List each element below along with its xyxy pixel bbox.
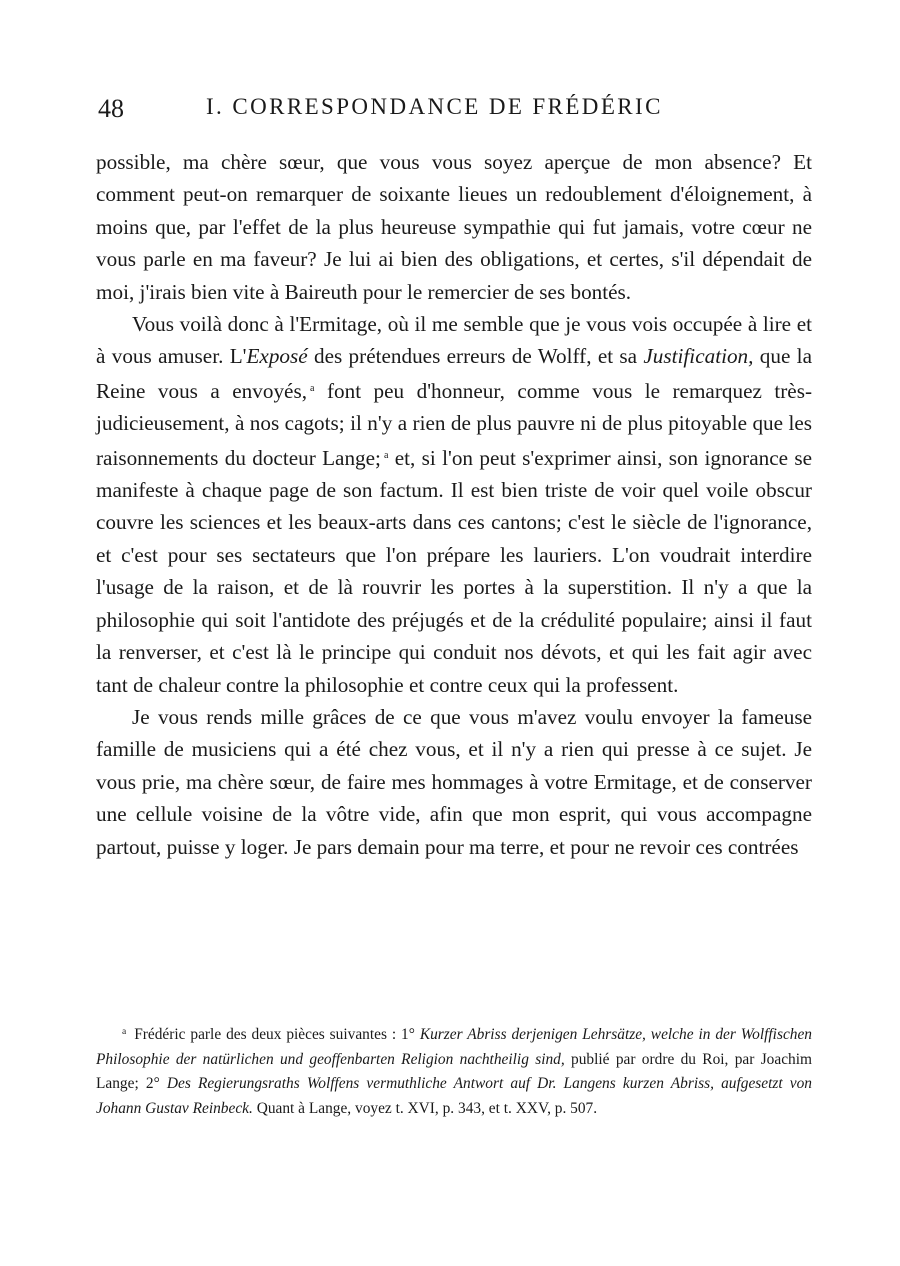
paragraph-2-text: que la Reine vous a envoyés, xyxy=(96,344,812,403)
letter-body xyxy=(96,146,812,863)
running-title: I. CORRESPONDANCE DE FRÉDÉRIC xyxy=(206,94,663,119)
footnote-text xyxy=(96,1020,812,1121)
footnote-segment: publié par ordre du Roi, par Joachim Lange; 2° xyxy=(96,1050,812,1092)
paragraph-2-text: font peu d'honneur, comme vous le remarquez très-judicieusement, à nos cagots; il n'y a rien de plus pauvre ni de plus pitoyable que les raisonnements du docteur Lange; xyxy=(96,378,813,470)
paragraph-1: possible, ma chère sœur, que vous vous soyez aperçue de mon absence? Et comment peut-on remarquer de soixante lieues un redoublement d'éloignement, à moins que, par l'effet de la plus heureuse sympathie qui fut jamais, votre cœur ne vous parle en ma faveur? Je lui ai bien des obligations, et certes, s'il dépendait de moi, j'irais bien vite à Baireuth pour le remercier de ses bontés. xyxy=(96,150,812,304)
paragraph-2-text: Vous voilà donc à l'Ermitage, où il me semble que je vous vois occupée à lire et à vous amuser. L' xyxy=(96,312,812,369)
paragraph-3: Je vous rends mille grâces de ce que vous m'avez voulu envoyer la fameuse famille de musiciens qui a été chez vous, et il n'y a rien qui presse à ce sujet. Je vous prie, ma chère sœur, de faire mes hommages à votre Ermitage, et de conserver une cellule voisine de la vôtre vide, afin que mon esprit, qui vous accompagne partout, puisse y loger. Je pars demain pour ma terre, et pour ne revoir ces contrées xyxy=(96,704,812,859)
page-header xyxy=(98,94,808,130)
paragraph-2-text: et, si l'on peut s'exprimer ainsi, son ignorance se manifeste à chaque page de son factum. Il est bien triste de voir quel voile obscur couvre les sciences et les beaux-arts dans ces cantons; c'est le siècle de l'ignorance, et c'est pour ses sectateurs que l'on prépare les lauriers. L'on voudrait interdire l'usage de la raison, et de là rouvrir les portes à la superstition. Il n'y a que la philosophie qui soit l'antidote des préjugés et de la crédulité populaire; ainsi il faut la renverser, et c'est là le principe qui conduit nos dévots, et qui les fait agir avec tant de chaleur contre la philosophie et contre ceux qui la professent. xyxy=(96,445,812,697)
footnote-work-title: Kurzer Abriss derjenigen Lehrsätze, welche in der Wolffischen Philosophie der natürlichen und geoffenbarten Religion nachtheilig sind, xyxy=(96,1026,813,1068)
footnote-ref[interactable]: a xyxy=(383,449,389,461)
footnote-segment: Frédéric parle des deux pièces suivantes : 1° xyxy=(134,1026,420,1043)
footnote-work-title: Des Regierungsraths Wolffens vermuthliche Antwort auf Dr. Langens kurzen Abriss, aufgesetzt von Johann Gustav Reinbeck. xyxy=(96,1075,813,1117)
page-number: 48 xyxy=(98,94,124,123)
paragraph-2-text: des prétendues erreurs de Wolff, et sa xyxy=(307,344,644,369)
paragraph-2 xyxy=(96,308,812,701)
work-title-expose: Exposé xyxy=(246,344,308,369)
work-title-justification: Justification, xyxy=(643,344,754,369)
footnote-ref[interactable]: a xyxy=(310,382,315,394)
footnote-segment: Quant à Lange, voyez t. XVI, p. 343, et t. XXV, p. 507. xyxy=(252,1099,598,1117)
footnote xyxy=(96,1020,812,1121)
footnote-marker: a xyxy=(122,1027,127,1037)
